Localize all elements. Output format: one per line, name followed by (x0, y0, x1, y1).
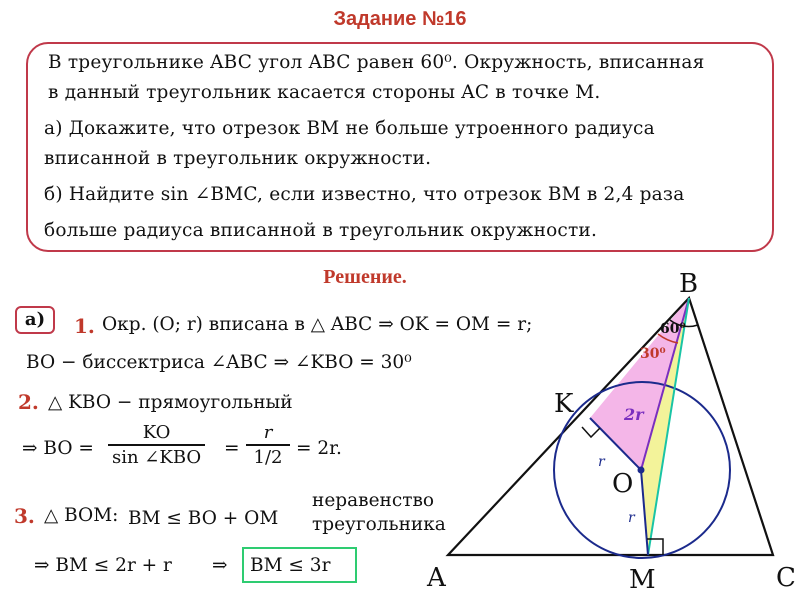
fraction-1-numerator: KO (142, 422, 171, 443)
label-o: O (612, 469, 634, 499)
label-segment-ok-r: r (598, 454, 605, 470)
step-1-number: 1. (74, 314, 95, 338)
label-b: B (679, 269, 699, 299)
label-c: C (776, 563, 796, 593)
step-3-inequality: BM ≤ BO + OM (128, 508, 279, 529)
label-a: A (427, 563, 446, 593)
step-3-note-2: треугольника (312, 514, 446, 535)
label-k: K (554, 389, 574, 419)
task-line-6: больше радиуса вписанной в треугольник окружности. (44, 220, 598, 241)
step-2-equals: = (224, 438, 240, 459)
right-angle-k (582, 427, 600, 437)
task-line-5: б) Найдите sin ∠BMC, если известно, что отрезок BM в 2,4 раза (44, 184, 685, 205)
label-segment-2r: 2r (624, 405, 644, 424)
solution-heading: Решение. (323, 266, 407, 288)
task-line-4: вписанной в треугольник окружности. (44, 148, 432, 169)
step-2-lhs: ⇒ BO = (22, 438, 94, 459)
label-angle-30: 30⁰ (640, 346, 666, 362)
answer-text: BM ≤ 3r (250, 555, 331, 576)
task-line-3: а) Докажите, что отрезок BM не больше утроенного радиуса (44, 118, 655, 139)
point-o (638, 467, 645, 474)
step-4-arrow: ⇒ (212, 555, 228, 576)
fraction-2-numerator: r (263, 422, 273, 443)
step-4-text: ⇒ BM ≤ 2r + r (34, 555, 172, 576)
fraction-1-denominator: sin ∠KBO (112, 446, 202, 468)
task-line-2: в данный треугольник касается стороны AC в точке M. (48, 82, 601, 103)
step-3-note-1: неравенство (312, 490, 434, 511)
step-2-result: = 2r. (296, 438, 342, 459)
step-1-line-2: BO − биссектриса ∠ABC ⇒ ∠KBO = 30⁰ (26, 352, 412, 373)
label-m: M (629, 565, 656, 595)
part-a-badge: а) (15, 306, 55, 334)
step-2-number: 2. (18, 390, 39, 414)
label-angle-60: 60⁰ (660, 321, 686, 337)
step-3-text: △ BOM: (44, 505, 119, 526)
fraction-2-denominator: 1/2 (253, 446, 283, 468)
step-1-text: Окр. (O; r) вписана в △ ABC ⇒ OK = OM = r; (102, 314, 533, 335)
task-title: Задание №16 (333, 8, 467, 30)
task-line-1: В треугольнике ABC угол ABC равен 60⁰. Окружность, вписанная (48, 52, 705, 73)
step-3-number: 3. (14, 504, 35, 528)
step-2-text: △ KBO − прямоугольный (48, 392, 293, 413)
label-segment-om-r: r (628, 510, 635, 526)
